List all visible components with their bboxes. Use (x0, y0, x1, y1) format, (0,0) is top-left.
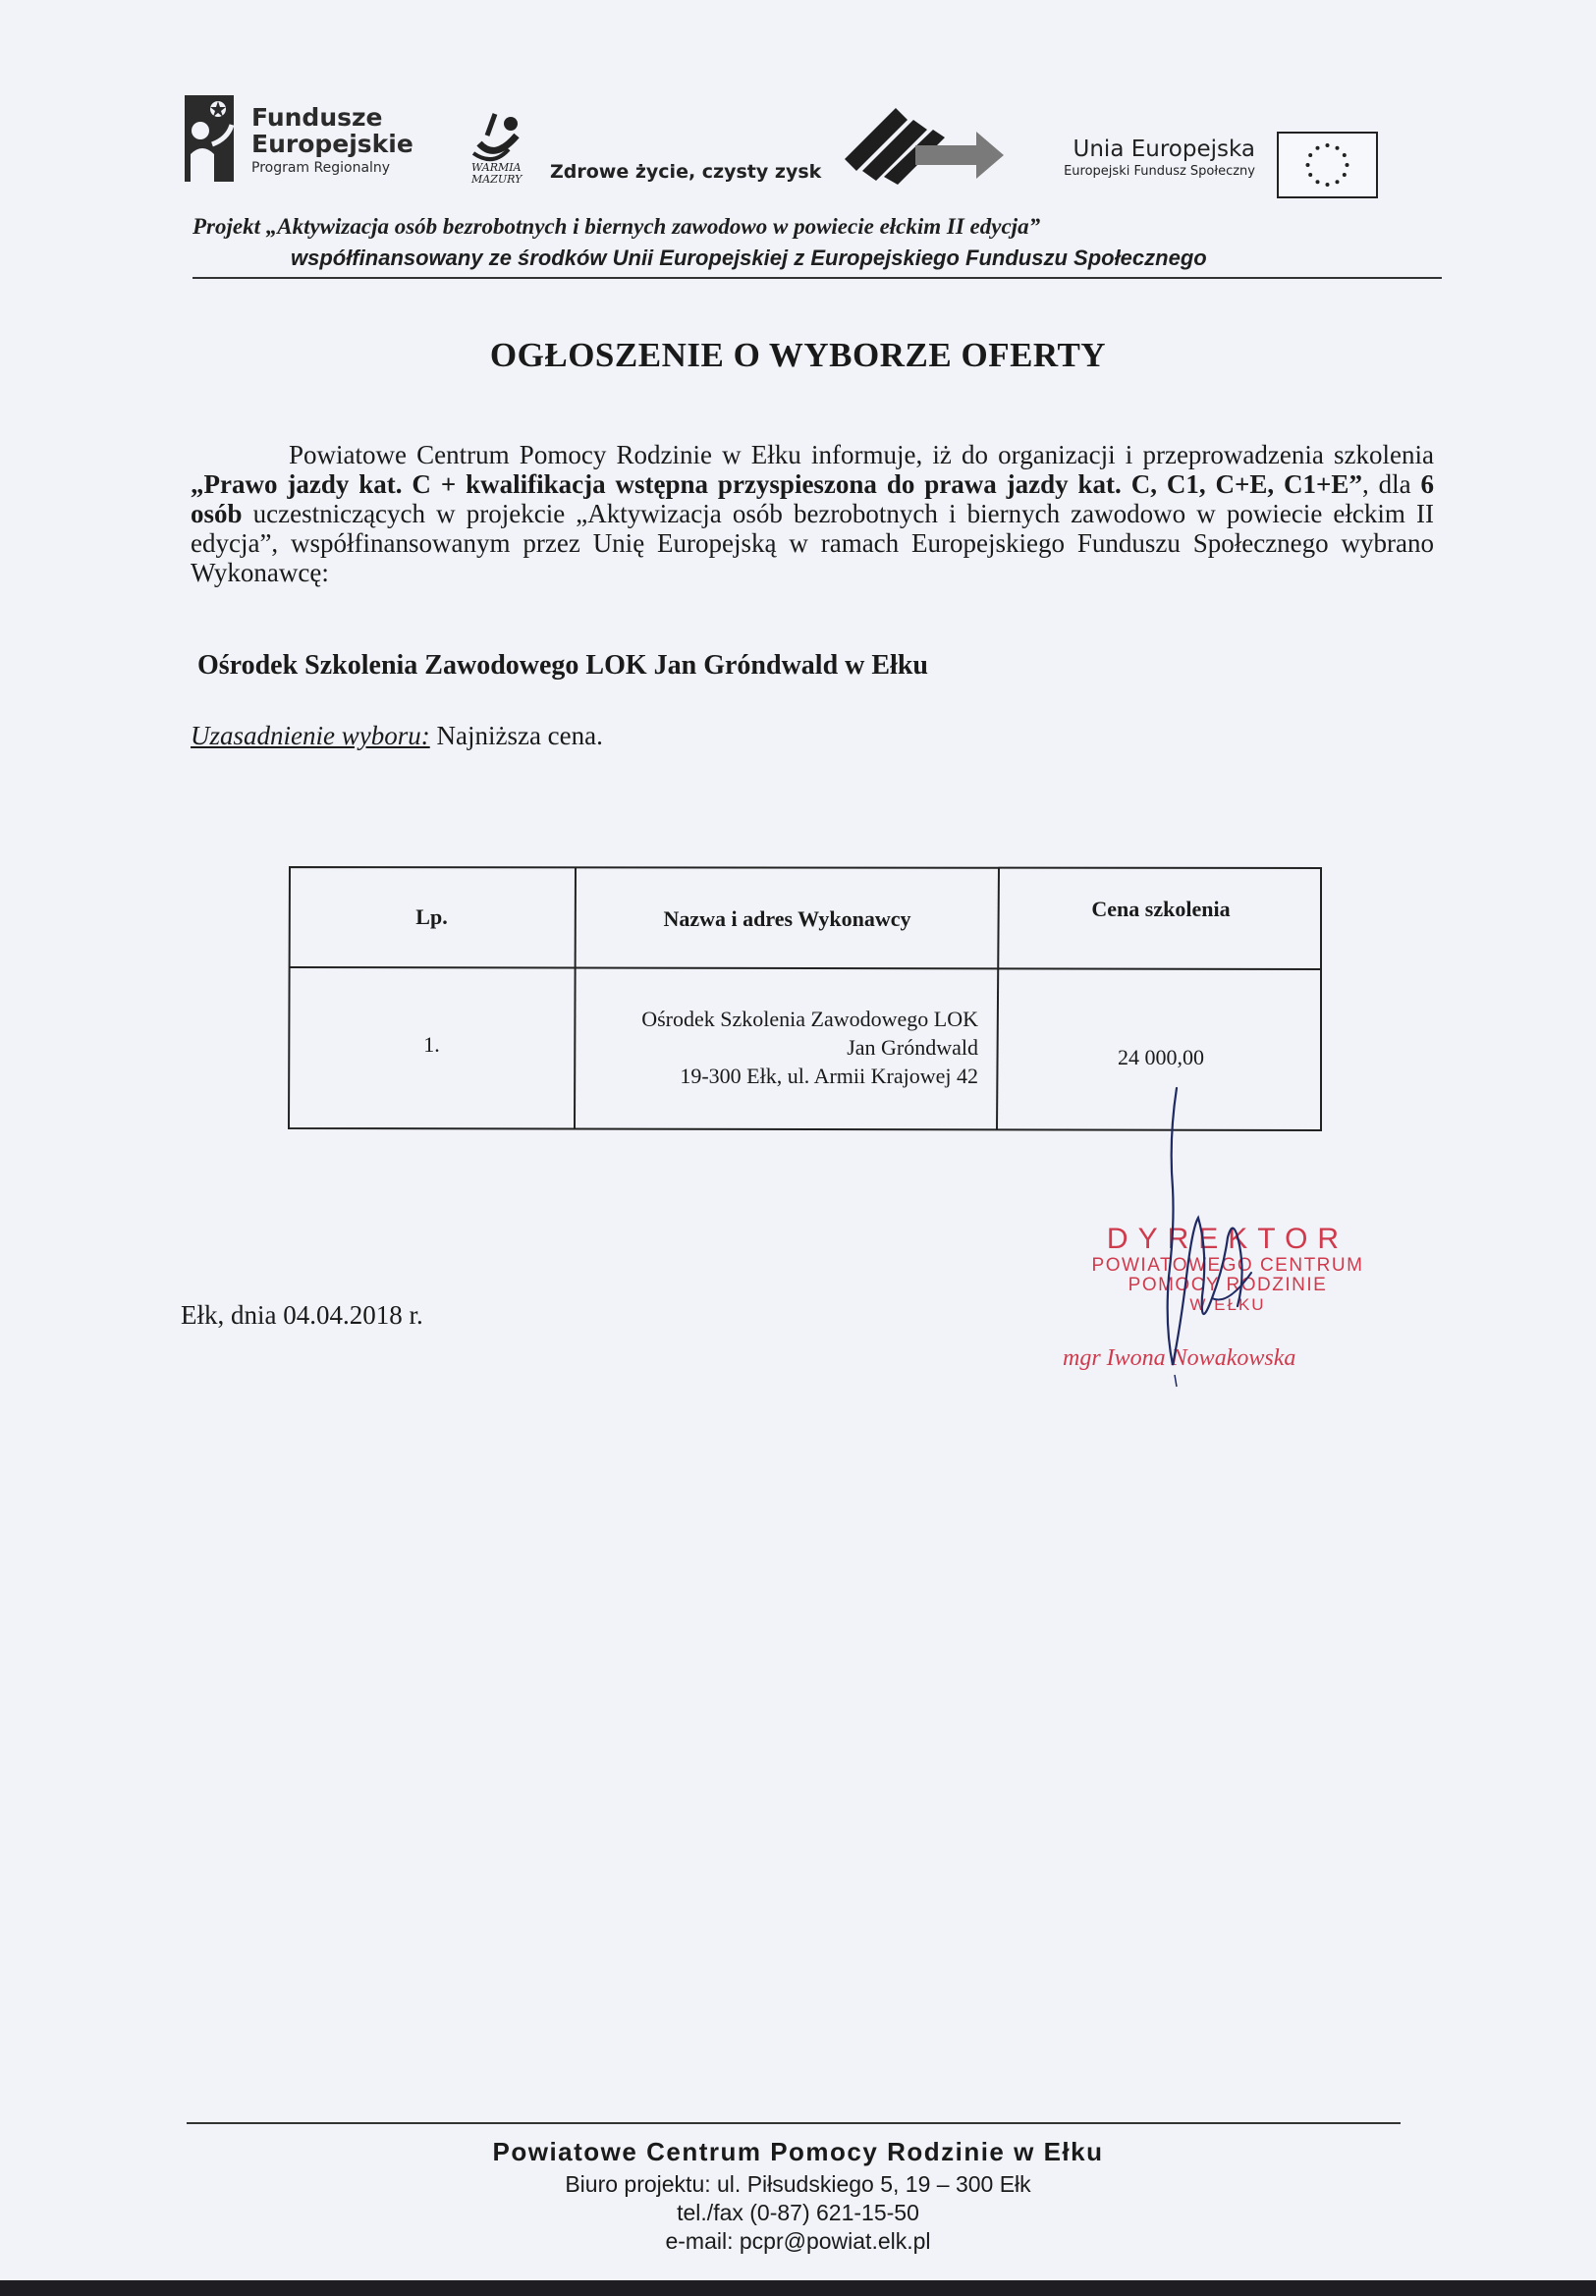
table-header-lp: Lp. (415, 904, 448, 929)
project-title: Projekt „Aktywizacja osób bezrobotnych i biernych zawodowo w powiecie ełckim II edycja” (193, 214, 1041, 239)
training-name: „Prawo jazdy kat. C + kwalifikacja wstępna przyspieszona do prawa jazdy kat. C, C1, C+E, C1+E” (191, 469, 1362, 499)
capital-human-arrow-logo-icon (845, 104, 1004, 187)
svg-text:MAZURY: MAZURY (471, 173, 523, 184)
contractor-address: 19-300 Ełk, ul. Armii Krajowej 42 (680, 1064, 978, 1088)
place-and-date: Ełk, dnia 04.04.2018 r. (181, 1300, 423, 1330)
scan-edge-bar (0, 2280, 1596, 2296)
table-cell-price: 24 000,00 (1118, 1045, 1204, 1069)
table-cell-name (576, 1005, 978, 1090)
contractor-name-line1: Ośrodek Szkolenia Zawodowego LOK (641, 1007, 978, 1031)
footer (0, 2133, 1596, 2256)
fe-logo-line1: Fundusze (251, 103, 383, 132)
handwritten-signature (1129, 1080, 1267, 1394)
document-title: OGŁOSZENIE O WYBORZE OFERTY (489, 336, 1107, 374)
justification-value: Najniższa cena. (436, 721, 603, 750)
stamp-line2: POWIATOWEGO CENTRUM (1091, 1255, 1364, 1276)
body-part2: , dla (1361, 469, 1421, 499)
fundusze-europejskie-logo-icon (185, 95, 234, 182)
warmia-mazury-logo-icon (466, 110, 530, 184)
footer-org-name: Powiatowe Centrum Pomocy Rodzinie w Ełku (492, 2137, 1104, 2166)
stamp-line3: POMOCY RODZINIE (1128, 1275, 1328, 1295)
ue-logo-line2: Europejski Fundusz Społeczny (1064, 164, 1255, 179)
svg-text:WARMIA: WARMIA (471, 161, 522, 174)
fe-logo-line2: Europejskie (251, 130, 413, 158)
header-divider (193, 277, 1442, 279)
participant-count: 6 osób (191, 469, 1434, 528)
stamp-signatory-name: mgr Iwona Nowakowska (1063, 1345, 1296, 1371)
table-header-price: Cena szkolenia (1091, 897, 1231, 921)
footer-phone: tel./fax (0-87) 621-15-50 (677, 2200, 919, 2225)
eu-flag-icon (1277, 132, 1378, 198)
unia-europejska-logo-text (1035, 136, 1255, 181)
justification-label: Uzasadnienie wyboru: (191, 721, 430, 750)
selected-contractor: Ośrodek Szkolenia Zawodowego LOK Jan Gróndwald w Ełku (197, 650, 928, 681)
warmia-slogan: Zdrowe życie, czysty zysk (550, 161, 822, 183)
stamp-line4: W EŁKU (1189, 1295, 1266, 1314)
ue-logo-line1: Unia Europejska (1073, 137, 1255, 162)
project-cofinancing: współfinansowany ze środków Unii Europejskiej z Europejskiego Funduszu Społecznego (291, 246, 1207, 270)
contractor-name-line2: Jan Gróndwald (847, 1035, 978, 1060)
footer-divider (187, 2122, 1401, 2124)
table-header-name: Nazwa i adres Wykonawcy (663, 906, 911, 931)
table-cell-lp: 1. (423, 1032, 440, 1057)
fe-logo-line3: Program Regionalny (251, 160, 391, 176)
footer-email: e-mail: pcpr@powiat.elk.pl (665, 2228, 931, 2254)
body-part1: Powiatowe Centrum Pomocy Rodzinie w Ełku informuje, iż do organizacji i przeprowadzenia szkolenia (289, 440, 1434, 469)
selection-justification (191, 721, 603, 751)
announcement-body (191, 440, 1434, 587)
body-part3: uczestniczących w projekcie „Aktywizacja osób bezrobotnych i biernych zawodowo w powiecie ełckim II edycja”, współfinansowanym przez Unię Europejską w ramach Europejskiego Funduszu Społecznego wybrano Wykonawcę: (191, 499, 1434, 587)
fundusze-europejskie-logo-text (251, 104, 413, 179)
stamp-line1: DYREKTOR (1106, 1223, 1349, 1255)
footer-address: Biuro projektu: ul. Piłsudskiego 5, 19 – 300 Ełk (565, 2171, 1031, 2197)
